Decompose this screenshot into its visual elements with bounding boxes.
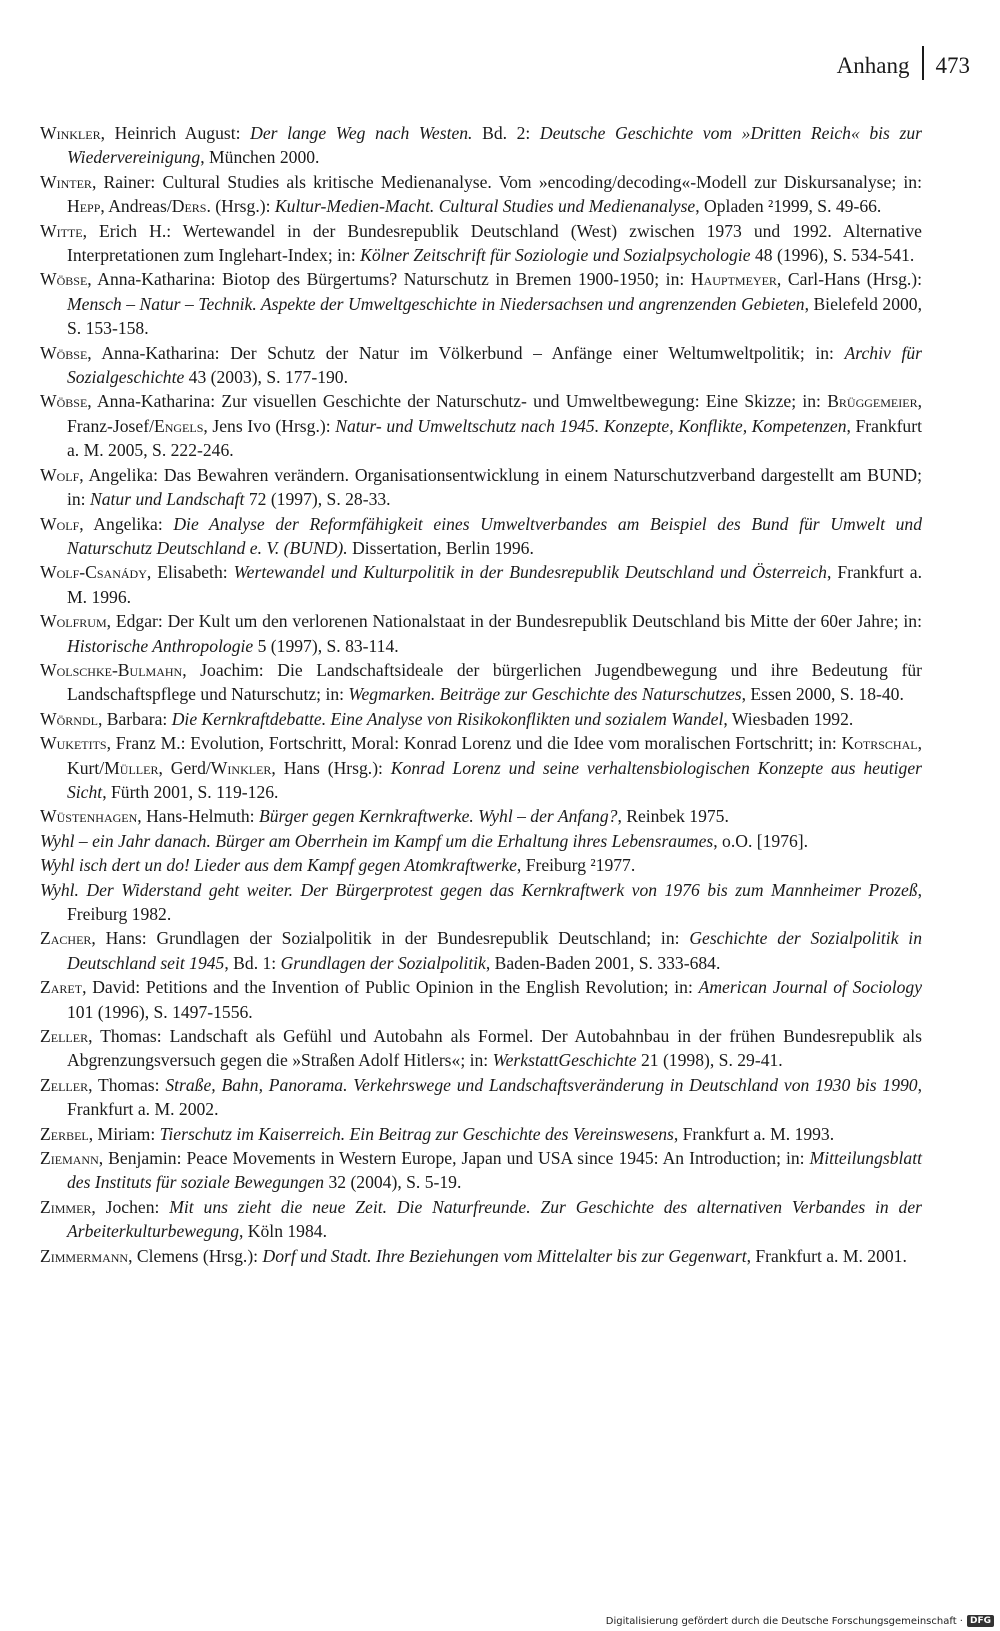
entry-text: , Edgar: Der Kult um den verlorenen Nationalstaat in der Bundesrepublik Deutschland bis Mitte der 60er Jahre; in: <box>106 611 922 632</box>
dfg-logo: DFG <box>967 1615 994 1627</box>
footer-text: Digitalisierung gefördert durch die Deutsche Forschungsgemeinschaft · <box>605 1615 963 1627</box>
entry-text: , Essen 2000, S. 18-40. <box>741 684 904 705</box>
entry-text: , Thomas: Landschaft als Gefühl und Autobahn als Formel. Der Autobahnbau in der frühen Bundesrepublik als Abgrenzungsversuch gegen die »Straßen Adolf Hitlers«; in: <box>67 1026 922 1071</box>
bibliography-entry <box>40 1195 922 1244</box>
running-header <box>837 52 970 80</box>
page-number: 473 <box>935 53 970 78</box>
title-text: Deutsche Geschichte vom »Dritten Reich« bis zur Wiedervereinigung <box>67 123 922 168</box>
title-text: Mit uns zieht die neue Zeit. Die Naturfreunde. Zur Geschichte des alternativen Verbandes in der Arbeiterkulturbewegung <box>67 1196 922 1242</box>
author-name: Wolf <box>40 464 80 485</box>
bibliography-entry <box>40 560 922 609</box>
title-text: Dorf und Stadt. Ihre Beziehungen vom Mittelalter bis zur Gegenwart <box>262 1245 747 1266</box>
bibliography-entry <box>40 975 922 1024</box>
title-text: Mitteilungsblatt des Instituts für soziale Bewegungen <box>67 1148 922 1193</box>
title-text: Natur und Landschaft <box>89 489 245 510</box>
bibliography-entry <box>40 1024 922 1073</box>
entry-text: , Benjamin: Peace Movements in Western Europe, Japan und USA since 1945: An Introduction; in: <box>98 1148 810 1169</box>
bibliography-entry <box>40 609 922 658</box>
author-name: Zimmer <box>40 1196 92 1217</box>
author-name: Wöbse <box>40 342 88 363</box>
bibliography-list <box>40 121 922 1268</box>
author-name: Wolf-Csanády <box>40 562 147 583</box>
entry-text: 48 (1996), S. 534-541. <box>750 245 915 266</box>
entry-text: , Hans-Helmuth: <box>137 806 259 827</box>
title-text: Die Analyse der Reformfähigkeit eines Umweltverbandes am Beispiel des Bund für Umwelt und Naturschutz Deutschland e. V. (BUND). <box>67 513 922 558</box>
author-name: Zaret <box>40 977 83 998</box>
title-text: Archiv für Sozialgeschichte <box>67 342 922 388</box>
entry-text: , Barbara: <box>97 708 172 729</box>
title-text: Wegmarken. Beiträge zur Geschichte des Naturschutzes <box>348 684 742 705</box>
bibliography-entry <box>40 267 922 340</box>
bibliography-entry <box>40 170 922 219</box>
title-text: Grundlagen der Sozialpolitik <box>280 952 486 973</box>
author-name: Wolfrum <box>40 611 107 632</box>
author-name: Müller <box>104 757 159 778</box>
entry-text: , Angelika: <box>79 513 174 534</box>
title-text: Natur- und Umweltschutz nach 1945. Konzepte, Konflikte, Kompetenzen <box>335 415 847 436</box>
bibliography-entry <box>40 389 922 462</box>
title-text: Geschichte der Sozialpolitik in Deutschland seit 1945 <box>67 928 922 973</box>
entry-text: , München 2000. <box>200 147 320 168</box>
entry-text: 101 (1996), S. 1497-1556. <box>67 1001 253 1022</box>
entry-text: 43 (2003), S. 177-190. <box>184 367 348 388</box>
title-text: WerkstattGeschichte <box>492 1050 637 1071</box>
entry-text: , Joachim: Die Landschaftsideale der bürgerlichen Jugendbewegung und ihre Bedeutung für Landschaftspflege und Naturschutz; in: <box>67 659 922 705</box>
entry-text: , Angelika: Das Bewahren verändern. Organisationsentwicklung in einem Naturschutzverband dargestellt am BUND; in: <box>67 464 922 510</box>
entry-text: , Köln 1984. <box>239 1221 327 1242</box>
author-name: Hepp <box>67 196 101 217</box>
bibliography-entry <box>40 341 922 390</box>
title-text: Kölner Zeitschrift für Soziologie und Sozialpsychologie <box>360 245 751 266</box>
bibliography-entry <box>40 219 922 268</box>
entry-text: , Baden-Baden 2001, S. 333-684. <box>485 952 721 973</box>
entry-text: , Frankfurt a. M. 2005, S. 222-246. <box>67 415 922 461</box>
title-text: Konrad Lorenz und seine verhaltensbiologischen Konzepte aus heutiger Sicht <box>67 757 922 802</box>
entry-text: Bd. 2: <box>472 123 540 143</box>
bibliography-entry <box>40 463 922 512</box>
entry-text: , Opladen ²1999, S. 49-66. <box>695 196 882 217</box>
author-name: Zeller <box>40 1074 89 1095</box>
entry-text: , Reinbek 1975. <box>617 806 729 827</box>
title-text: Wertewandel und Kulturpolitik in der Bundesrepublik Deutschland und Österreich <box>233 562 827 583</box>
title-text: Kultur-Medien-Macht. Cultural Studies und Medienanalyse <box>274 196 696 217</box>
author-name: Wolf <box>40 513 80 534</box>
section-title: Anhang <box>836 53 910 78</box>
entry-text: , Franz M.: Evolution, Fortschritt, Moral: Konrad Lorenz und die Idee vom moralischen Fortschritt; in: <box>106 733 842 754</box>
entry-text: Dissertation, Berlin 1996. <box>347 537 534 558</box>
entry-text: , Rainer: Cultural Studies als kritische Medienanalyse. Vom »encoding/decoding«-Modell zur Diskursanalyse; in: <box>91 171 922 192</box>
entry-text: 72 (1997), S. 28-33. <box>244 489 391 510</box>
author-name: Wüstenhagen <box>40 806 138 827</box>
author-name: Wuketits <box>40 733 107 754</box>
entry-text: , Frankfurt a. M. 1996. <box>67 562 922 607</box>
bibliography-entry <box>40 512 922 561</box>
bibliography-entry <box>40 926 922 975</box>
bibliography-entry <box>40 121 922 170</box>
entry-text: , Hans (Hrsg.): <box>271 757 391 778</box>
title-text: Bürger gegen Kernkraftwerke. Wyhl – der Anfang? <box>258 806 618 827</box>
entry-text: , Thomas: <box>88 1074 166 1095</box>
bibliography-entry <box>40 1073 922 1122</box>
author-name: Winkler <box>210 757 272 778</box>
title-text: Die Kernkraftdebatte. Eine Analyse von Risikokonflikten und sozialem Wandel <box>171 708 724 729</box>
entry-text: , Carl-Hans (Hrsg.): <box>776 269 923 290</box>
entry-text: , Miriam: <box>88 1123 160 1144</box>
author-name: Wöbse <box>40 269 88 290</box>
entry-text: , Gerd/ <box>158 757 211 778</box>
author-name: Kotrschal <box>841 733 918 754</box>
entry-text: , Frankfurt a. M. 2001. <box>746 1245 907 1266</box>
entry-text: . (Hrsg.): <box>206 196 275 217</box>
bibliography-entry <box>40 1244 922 1268</box>
entry-text: , Jens Ivo (Hrsg.): <box>203 415 336 436</box>
bibliography-entry <box>40 731 922 804</box>
author-name: Witte <box>40 220 83 241</box>
entry-text: , Erich H.: Wertewandel in der Bundesrepublik Deutschland (West) zwischen 1973 und 1992. Alternative Interpretationen zum Inglehart-Index; in: <box>67 220 922 266</box>
title-text: American Journal of Sociology <box>698 977 923 998</box>
entry-text: , David: Petitions and the Invention of Public Opinion in the English Revolution; in: <box>82 977 699 998</box>
entry-text: , Bielefeld 2000, S. 153-158. <box>67 293 922 339</box>
bibliography-entry <box>40 878 922 927</box>
entry-text: , Anna-Katharina: Zur visuellen Geschichte der Naturschutz- und Umweltbewegung: Eine Skizze; in: <box>87 391 828 412</box>
title-text: Historische Anthropologie <box>67 635 254 656</box>
author-name: Engels <box>153 415 204 436</box>
entry-text: , Hans: Grundlagen der Sozialpolitik in der Bundesrepublik Deutschland; in: <box>91 928 690 949</box>
author-name: Zerbel <box>40 1123 89 1144</box>
author-name: Ziemann <box>40 1148 99 1169</box>
author-name: Zimmermann <box>40 1245 129 1266</box>
bibliography-entry <box>40 1146 922 1195</box>
bibliography-entry <box>40 853 922 877</box>
title-text: Tierschutz im Kaiserreich. Ein Beitrag zur Geschichte des Vereinswesens <box>159 1123 674 1144</box>
funding-footer <box>606 1615 994 1627</box>
entry-text: 21 (1998), S. 29-41. <box>636 1050 783 1071</box>
entry-text: , Freiburg ²1977. <box>516 855 636 876</box>
author-name: Winkler <box>40 123 101 143</box>
entry-text: , Heinrich August: <box>100 123 251 143</box>
author-name: Wolschke-Bulmahn <box>40 659 183 680</box>
author-name: Wöbse <box>40 391 88 412</box>
bibliography-entry <box>40 658 922 707</box>
author-name: Zacher <box>40 928 92 949</box>
entry-text: , Anna-Katharina: Biotop des Bürgertums? Naturschutz in Bremen 1900-1950; in: <box>87 269 691 290</box>
entry-text: , Bd. 1: <box>224 952 281 973</box>
entry-text: , Frankfurt a. M. 1993. <box>673 1123 835 1144</box>
entry-text: , Clemens (Hrsg.): <box>128 1245 263 1266</box>
entry-text: , o.O. [1976]. <box>713 830 809 851</box>
title-text: Wyhl isch dert un do! Lieder aus dem Kampf gegen Atomkraftwerke <box>40 855 517 876</box>
author-name: Hauptmeyer <box>690 269 777 290</box>
author-name: Brüggemeier <box>827 391 918 412</box>
title-text: Der lange Weg nach Westen. <box>250 123 473 143</box>
entry-text: , Franz-Josef/ <box>67 391 922 436</box>
author-name: Winter <box>40 171 92 192</box>
author-name: Ders <box>171 196 207 217</box>
title-text: Straße, Bahn, Panorama. Verkehrswege und Landschaftsveränderung in Deutschland von 1930 bis 1990 <box>165 1074 918 1095</box>
entry-text: , Kurt/ <box>67 733 922 778</box>
bibliography-entry <box>40 829 922 853</box>
bibliography-entry <box>40 1122 922 1146</box>
entry-text: , Frankfurt a. M. 2002. <box>67 1074 922 1120</box>
entry-text: 5 (1997), S. 83-114. <box>253 635 399 656</box>
entry-text: , Freiburg 1982. <box>67 879 922 924</box>
entry-text: , Anna-Katharina: Der Schutz der Natur im Völkerbund – Anfänge einer Weltumweltpolitik; in: <box>87 342 845 363</box>
bibliography-entry <box>40 707 922 731</box>
entry-text: , Fürth 2001, S. 119-126. <box>102 781 279 802</box>
title-text: Wyhl – ein Jahr danach. Bürger am Oberrhein im Kampf um die Erhaltung ihres Lebensraumes <box>40 830 714 851</box>
entry-text: , Jochen: <box>91 1196 170 1217</box>
author-name: Zeller <box>40 1026 89 1047</box>
entry-text: , Andreas/ <box>100 196 172 217</box>
author-name: Wörndl <box>40 708 98 729</box>
bibliography-entry <box>40 804 922 828</box>
entry-text: , Wiesbaden 1992. <box>723 708 854 729</box>
entry-text: 32 (2004), S. 5-19. <box>324 1172 462 1193</box>
entry-text: , Elisabeth: <box>146 562 234 583</box>
title-text: Wyhl. Der Widerstand geht weiter. Der Bürgerprotest gegen das Kernkraftwerk von 1976 bis zum Mannheimer Prozeß <box>40 879 918 900</box>
title-text: Mensch – Natur – Technik. Aspekte der Umweltgeschichte in Niedersachsen und angrenzenden Gebieten <box>67 293 805 314</box>
